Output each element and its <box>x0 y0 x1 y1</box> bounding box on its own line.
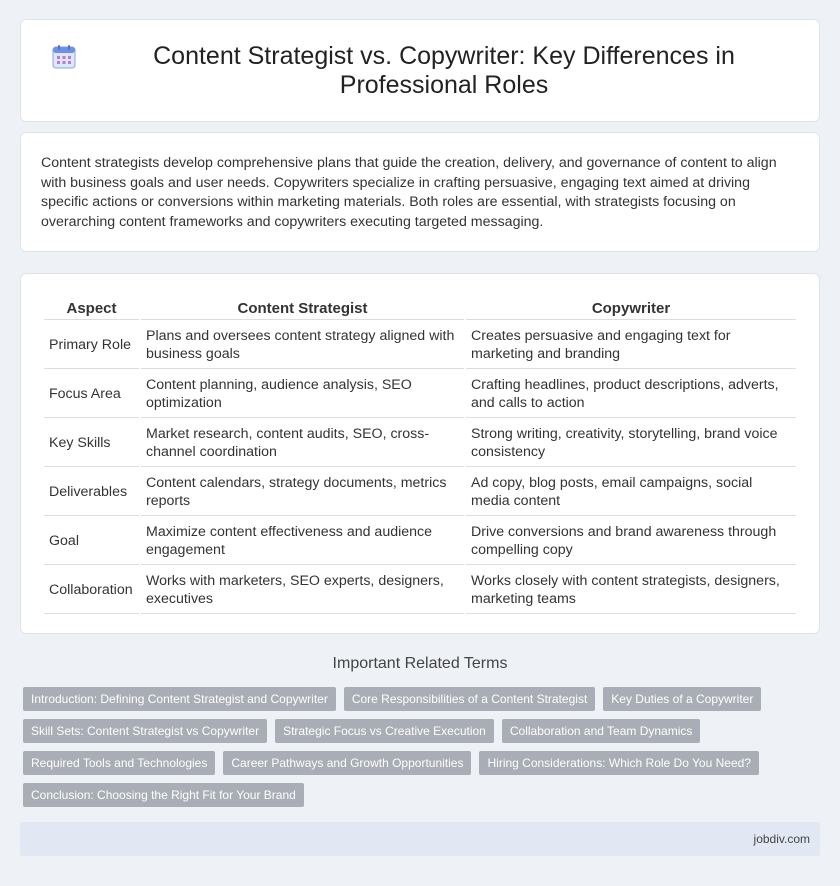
related-tag[interactable]: Collaboration and Team Dynamics <box>502 719 701 743</box>
related-terms-tags <box>23 687 813 807</box>
copywriter-cell: Works closely with content strategists, designers, marketing teams <box>466 567 796 614</box>
strategist-cell: Content calendars, strategy documents, metrics reports <box>141 469 464 516</box>
aspect-cell: Primary Role <box>44 322 139 369</box>
related-tag[interactable]: Strategic Focus vs Creative Execution <box>275 719 494 743</box>
strategist-cell: Market research, content audits, SEO, cross-channel coordination <box>141 420 464 467</box>
aspect-cell: Focus Area <box>44 371 139 418</box>
intro-text: Content strategists develop comprehensive plans that guide the creation, delivery, and governance of content to align with business goals and user needs. Copywriters specialize in crafting persuasive, engaging text aimed at driving specific actions or conversions within marketing materials. Both roles are essential, with strategists focusing on overarching content frameworks and copywriters executing targeted messaging. <box>41 155 777 230</box>
header-content-strategist: Content Strategist <box>141 296 464 320</box>
copywriter-cell: Strong writing, creativity, storytelling, brand voice consistency <box>466 420 796 467</box>
related-tag[interactable]: Required Tools and Technologies <box>23 751 215 775</box>
comparison-table-card <box>20 273 820 634</box>
related-terms-title: Important Related Terms <box>332 655 508 672</box>
table-row <box>44 469 796 516</box>
comparison-table <box>42 294 798 616</box>
copywriter-cell: Crafting headlines, product descriptions, adverts, and calls to action <box>466 371 796 418</box>
copywriter-cell: Creates persuasive and engaging text for marketing and branding <box>466 322 796 369</box>
header-copywriter: Copywriter <box>466 296 796 320</box>
copywriter-cell: Ad copy, blog posts, email campaigns, social media content <box>466 469 796 516</box>
related-tag[interactable]: Introduction: Defining Content Strategist and Copywriter <box>23 687 336 711</box>
footer-site-link[interactable]: jobdiv.com <box>753 832 810 846</box>
table-row <box>44 322 796 369</box>
related-tag[interactable]: Core Responsibilities of a Content Strategist <box>344 687 595 711</box>
aspect-cell: Key Skills <box>44 420 139 467</box>
related-tag[interactable]: Conclusion: Choosing the Right Fit for Your Brand <box>23 783 304 807</box>
strategist-cell: Works with marketers, SEO experts, designers, executives <box>141 567 464 614</box>
table-row <box>44 420 796 467</box>
strategist-cell: Plans and oversees content strategy aligned with business goals <box>141 322 464 369</box>
table-row <box>44 518 796 565</box>
header-aspect: Aspect <box>44 296 139 320</box>
strategist-cell: Content planning, audience analysis, SEO optimization <box>141 371 464 418</box>
related-tag[interactable]: Career Pathways and Growth Opportunities <box>223 751 471 775</box>
table-row <box>44 567 796 614</box>
aspect-cell: Goal <box>44 518 139 565</box>
related-tag[interactable]: Hiring Considerations: Which Role Do You Need? <box>479 751 758 775</box>
copywriter-cell: Drive conversions and brand awareness through compelling copy <box>466 518 796 565</box>
aspect-cell: Deliverables <box>44 469 139 516</box>
page-title: Content Strategist vs. Copywriter: Key Differences in Professional Roles <box>153 41 735 99</box>
intro-card <box>20 132 820 252</box>
strategist-cell: Maximize content effectiveness and audience engagement <box>141 518 464 565</box>
related-tag[interactable]: Key Duties of a Copywriter <box>603 687 761 711</box>
header-card <box>20 19 820 122</box>
table-row <box>44 371 796 418</box>
aspect-cell: Collaboration <box>44 567 139 614</box>
related-tag[interactable]: Skill Sets: Content Strategist vs Copywriter <box>23 719 267 743</box>
calendar-icon <box>51 44 77 70</box>
footer <box>20 822 820 856</box>
table-header-row <box>44 296 796 320</box>
